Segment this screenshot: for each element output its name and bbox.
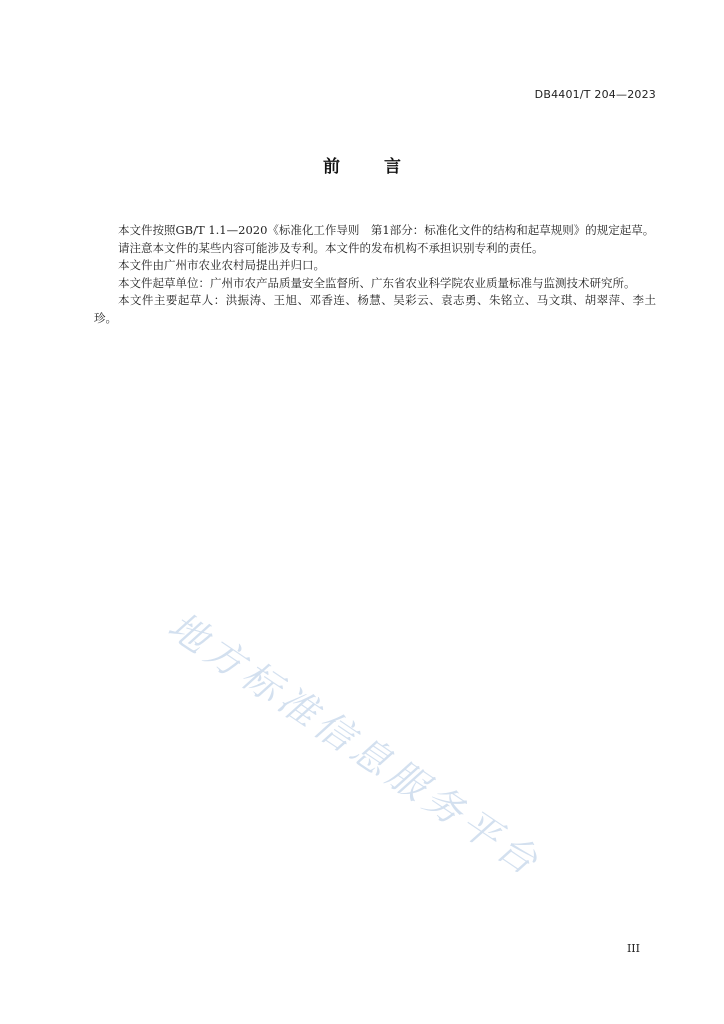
foreword-body [94, 222, 656, 327]
paragraph-drafters: 本文件主要起草人：洪振涛、王旭、邓香连、杨慧、吴彩云、袁志勇、朱铭立、马文琪、胡翠萍、李土珍。 [94, 293, 656, 325]
document-code: DB4401/T 204—2023 [534, 88, 656, 101]
paragraph-proposer: 本文件由广州市农业农村局提出并归口。 [118, 258, 325, 272]
paragraph-drafting-units: 本文件起草单位：广州市农产品质量安全监督所、广东省农业科学院农业质量标准与监测技术研究所。 [118, 275, 636, 290]
page-title: 前言 [323, 157, 445, 177]
watermark: 地方标准信息服务平台 [160, 603, 550, 886]
paragraph-patent-notice: 请注意本文件的某些内容可能涉及专利。本文件的发布机构不承担识别专利的责任。 [118, 240, 544, 255]
page-number: III [626, 942, 640, 955]
paragraph-drafting-rules: 本文件按照GB/T 1.1—2020《标准化工作导则 第1部分：标准化文件的结构和起草规则》的规定起草。 [118, 223, 655, 237]
